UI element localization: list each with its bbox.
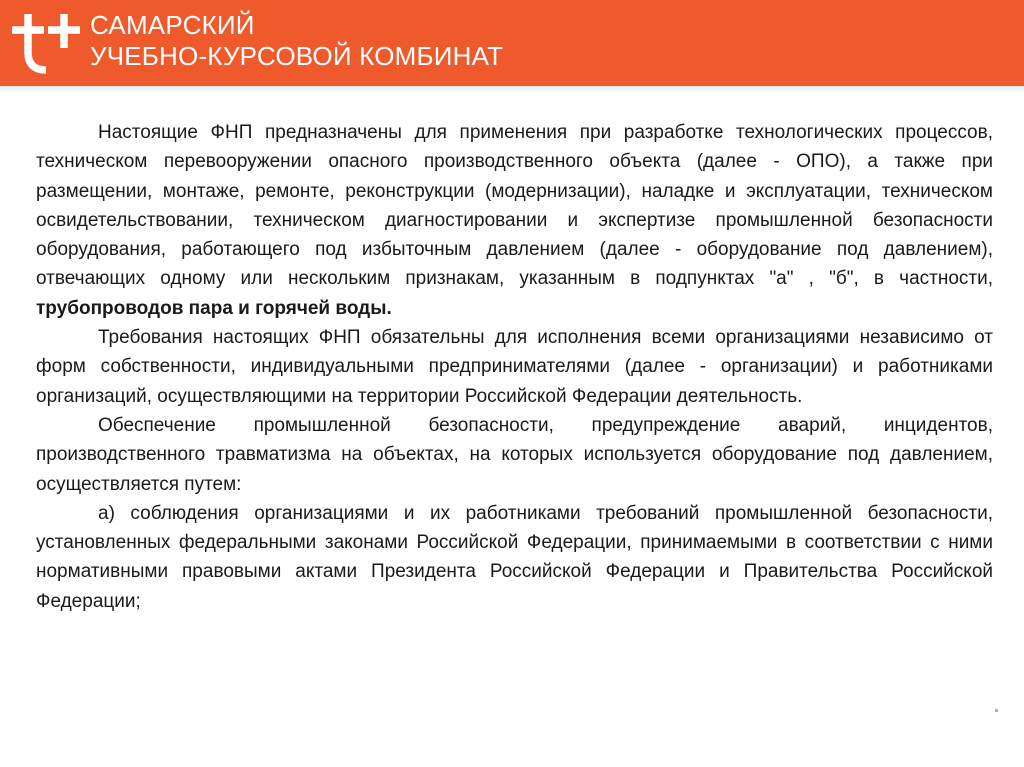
- paragraph-requirements: Требования настоящих ФНП обязательны для исполнения всеми организациями независимо от форм собственности, индивидуальными предпринимателями (далее - организации) и работниками организаций, осуществляющими на территории Российской Федерации деятельность.: [36, 327, 993, 407]
- paragraph-scope: [36, 118, 993, 323]
- paragraph-scope-bold: трубопроводов пара и горячей воды.: [36, 297, 392, 319]
- brand-name: [90, 10, 503, 72]
- slide-text: [36, 118, 993, 616]
- brand-line-2: УЧЕБНО-КУРСОВОЙ КОМБИНАТ: [90, 41, 504, 71]
- t-plus-logo-icon: [8, 8, 84, 78]
- brand-line-1: САМАРСКИЙ: [90, 10, 255, 40]
- header-bar: [0, 0, 1024, 86]
- paragraph-safety: Обеспечение промышленной безопасности, предупреждение аварий, инцидентов, производственного травматизма на объектах, на которых используется оборудование под давлением, осуществляется путем:: [36, 414, 993, 495]
- paragraph-scope-text: Настоящие ФНП предназначены для применения при разработке технологических процессов, техническом перевооружении опасного производственного объекта (далее - ОПО), а также при размещении, монтаже, ремонте, реконструкции (модернизации), наладке и эксплуатации, техническом освидетельствовании, техническом диагностировании и экспертизе промышленной безопасности оборудования, работающего под избыточным давлением (далее - оборудование под давлением), отвечающих одному или нескольким признакам, указанным в подпунктах "а" , "б", в частности,: [36, 122, 993, 290]
- header-shadow: [0, 86, 1024, 92]
- paragraph-item-a: а) соблюдения организациями и их работниками требований промышленной безопасности, установленных федеральными законами Российской Федерации, принимаемыми в соответствии с ними нормативными правовыми актами Президента Российской Федерации и Правительства Российской Федерации;: [36, 502, 993, 612]
- slide-marker: [995, 709, 998, 712]
